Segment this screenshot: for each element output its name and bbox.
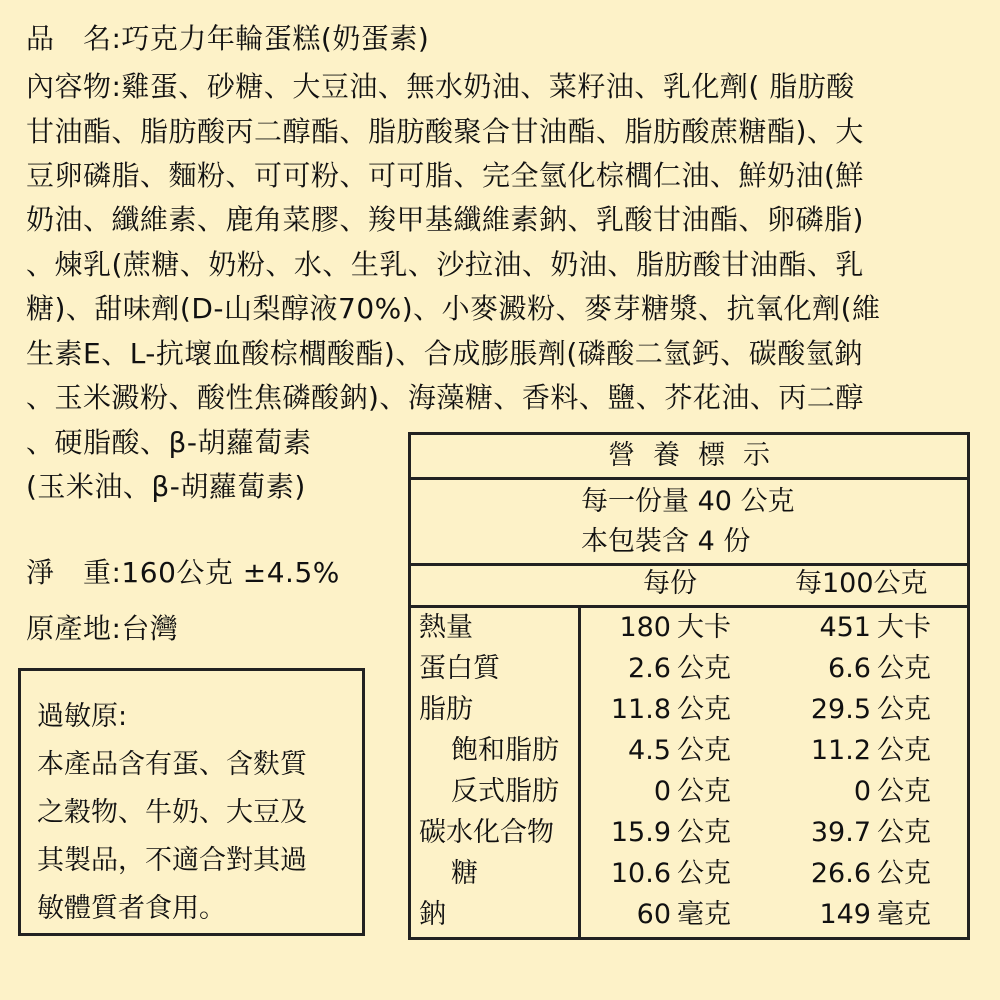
product-name-line: 品 名:巧克力年輪蛋糕(奶蛋素) <box>26 22 430 55</box>
row-value-per-100g: 29.5 <box>810 694 871 725</box>
col-header-per-serving: 每份 <box>643 568 697 599</box>
row-value-per-100g: 39.7 <box>810 817 871 848</box>
allergen-text-line: 本產品含有蛋、含麩質 <box>37 749 307 780</box>
row-value-per-serving: 2.6 <box>628 653 671 684</box>
row-unit: 公克 <box>677 858 731 889</box>
ingredients-line: 糖)、甜味劑(D-山梨醇液70%)、小麥澱粉、麥芽糖漿、抗氧化劑(維 <box>26 292 881 325</box>
ingredients-line: (玉米油、β-胡蘿蔔素) <box>26 470 306 503</box>
ingredients-line: 、玉米澱粉、酸性焦磷酸鈉)、海藻糖、香料、鹽、芥花油、丙二醇 <box>26 381 864 414</box>
row-unit: 公克 <box>677 817 731 848</box>
row-value-per-100g: 26.6 <box>810 858 871 889</box>
row-value-per-serving: 10.6 <box>610 858 671 889</box>
row-label-trans-fat: 反式脂肪 <box>451 776 559 807</box>
allergen-text-line: 其製品，不適合對其過 <box>37 845 307 876</box>
row-unit: 公克 <box>877 653 931 684</box>
row-unit: 毫克 <box>877 899 931 930</box>
serving-size: 每一份量 40 公克 <box>581 486 795 517</box>
row-value-per-serving: 15.9 <box>610 817 671 848</box>
col-header-per-100g: 每100公克 <box>795 568 928 599</box>
divider <box>411 477 967 480</box>
row-unit: 公克 <box>677 776 731 807</box>
row-unit: 公克 <box>677 653 731 684</box>
allergen-text-line: 敏體質者食用。 <box>37 893 226 924</box>
ingredients-line: 甘油酯、脂肪酸丙二醇酯、脂肪酸聚合甘油酯、脂肪酸蔗糖酯)、大 <box>26 115 864 148</box>
row-value-per-serving: 0 <box>653 776 671 807</box>
row-value-per-serving: 180 <box>619 612 671 643</box>
row-label-energy: 熱量 <box>419 612 473 643</box>
ingredients-line: 豆卵磷脂、麵粉、可可粉、可可脂、完全氫化棕櫚仁油、鮮奶油(鮮 <box>26 159 864 192</box>
row-label-sugar: 糖 <box>451 858 478 889</box>
row-value-per-100g: 451 <box>819 612 871 643</box>
ingredients-line: 內容物:雞蛋、砂糖、大豆油、無水奶油、菜籽油、乳化劑( 脂肪酸 <box>26 70 855 103</box>
row-unit: 公克 <box>877 694 931 725</box>
ingredients-line: 、硬脂酸、β-胡蘿蔔素 <box>26 426 312 459</box>
row-unit: 公克 <box>877 858 931 889</box>
row-unit: 公克 <box>877 776 931 807</box>
row-label-sodium: 鈉 <box>419 899 446 930</box>
row-unit: 公克 <box>677 694 731 725</box>
row-unit: 公克 <box>877 817 931 848</box>
row-value-per-100g: 11.2 <box>810 735 871 766</box>
divider <box>411 605 967 608</box>
row-label-fat: 脂肪 <box>419 694 473 725</box>
row-unit: 大卡 <box>877 612 931 643</box>
nutrition-title: 營養標示 <box>608 440 788 471</box>
ingredients-line: 生素E、L-抗壞血酸棕櫚酸酯)、合成膨脹劑(磷酸二氫鈣、碳酸氫鈉 <box>26 337 863 370</box>
allergen-text-line: 之穀物、牛奶、大豆及 <box>37 797 307 828</box>
row-value-per-serving: 11.8 <box>610 694 671 725</box>
row-value-per-serving: 4.5 <box>628 735 671 766</box>
ingredients-line: 奶油、纖維素、鹿角菜膠、羧甲基纖維素鈉、乳酸甘油酯、卵磷脂) <box>26 203 864 236</box>
servings-per-pack: 本包裝含 4 份 <box>581 526 751 557</box>
row-unit: 公克 <box>877 735 931 766</box>
allergen-title: 過敏原: <box>37 701 128 732</box>
row-label-protein: 蛋白質 <box>419 653 500 684</box>
row-unit: 公克 <box>677 735 731 766</box>
divider <box>411 563 967 566</box>
net-weight: 淨 重:160公克 ±4.5% <box>26 556 340 589</box>
row-unit: 大卡 <box>677 612 731 643</box>
row-value-per-100g: 149 <box>819 899 871 930</box>
ingredients-line: 、煉乳(蔗糖、奶粉、水、生乳、沙拉油、奶油、脂肪酸甘油酯、乳 <box>26 248 864 281</box>
row-label-carbohydrate: 碳水化合物 <box>419 817 554 848</box>
row-value-per-100g: 0 <box>853 776 871 807</box>
row-value-per-serving: 60 <box>636 899 671 930</box>
allergen-box <box>18 668 365 936</box>
row-label-saturated-fat: 飽和脂肪 <box>451 735 559 766</box>
origin: 原產地:台灣 <box>26 612 179 645</box>
row-value-per-100g: 6.6 <box>828 653 871 684</box>
row-unit: 毫克 <box>677 899 731 930</box>
nutrition-table <box>408 432 970 940</box>
